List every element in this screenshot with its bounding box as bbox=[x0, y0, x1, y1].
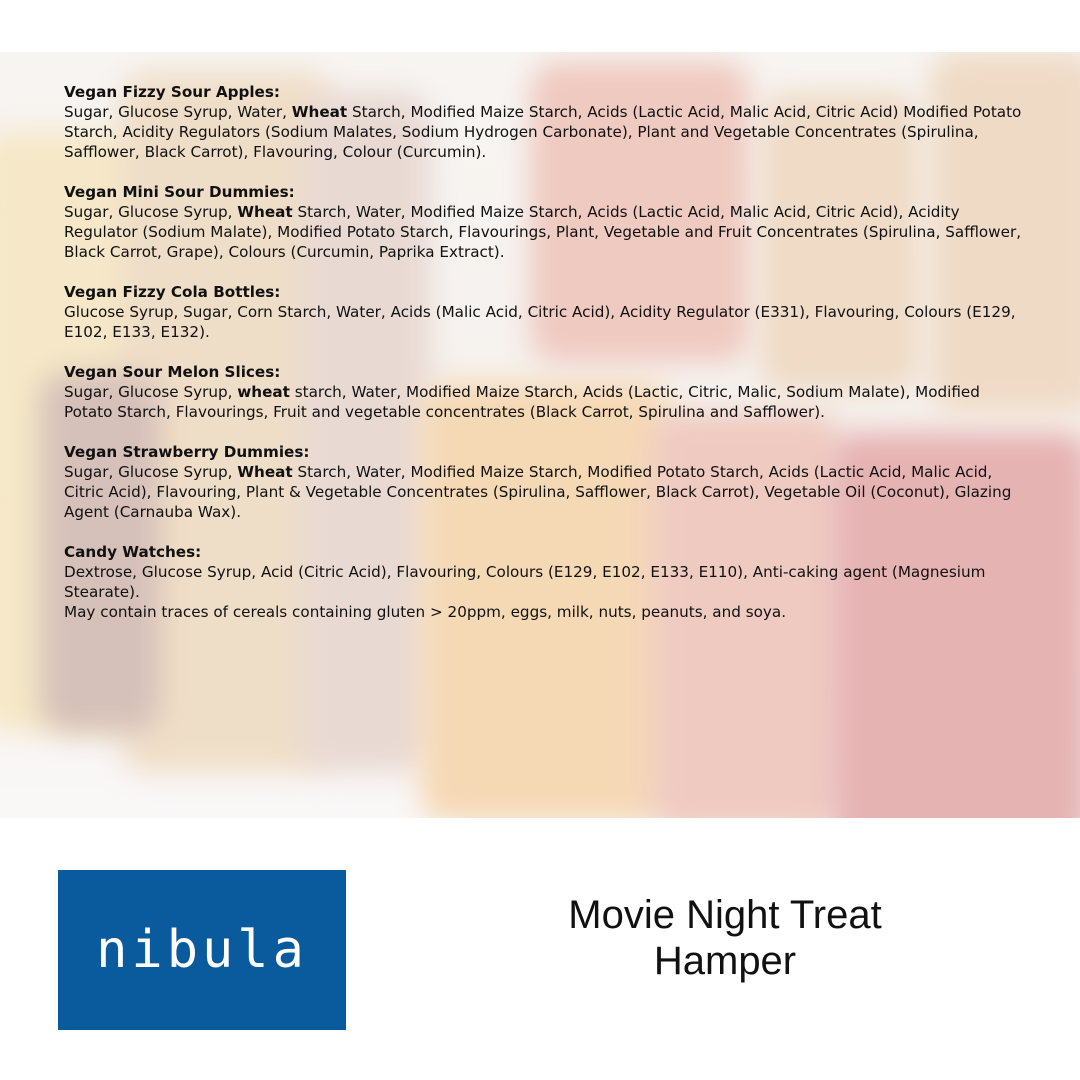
ingredient-section-strawberry-dummies bbox=[64, 442, 1024, 522]
allergen-highlight: Wheat bbox=[237, 203, 293, 221]
product-heading: Vegan Sour Melon Slices: bbox=[64, 363, 281, 381]
ingredient-text: Starch, Water, Modified Maize Starch, Acids (Lactic Acid, Malic Acid, Citric Acid), Acidity Regulator (Sodium Malate), Modified Potato Starch, Flavourings, Plant, Vegetable and Fruit Concentrates (Spirulina, Safflower, Black Carrot, Grape), Colours (Curcumin, Paprika Extract). bbox=[64, 203, 1022, 261]
product-heading: Vegan Fizzy Cola Bottles: bbox=[64, 283, 281, 301]
title-line: Movie Night Treat bbox=[568, 893, 882, 937]
allergen-highlight: Wheat bbox=[291, 103, 348, 121]
ingredient-text: Starch, Water, Modified Maize Starch, Modified Potato Starch, Acids (Lactic Acid, Malic Acid, Citric Acid), Flavouring, Plant & Vegetable Concentrates (Spirulina, Safflower, Black Carrot), Vegetable Oil (Coconut), Glazing Agent (Carnauba Wax). bbox=[64, 463, 1012, 521]
allergen-highlight: Wheat bbox=[237, 463, 293, 481]
ingredient-text: Sugar, Glucose Syrup, bbox=[64, 383, 238, 401]
hamper-title bbox=[520, 892, 930, 984]
ingredient-text: Dextrose, Glucose Syrup, Acid (Citric Acid), Flavouring, Colours (E129, E102, E133, E110), Anti-caking agent (Magnesium Stearate). bbox=[64, 563, 986, 601]
ingredient-text: starch, Water, Modified Maize Starch, Acids (Lactic, Citric, Malic, Sodium Malate), Modified Potato Starch, Flavourings, Fruit and vegetable concentrates (Black Carrot, Spirulina and Safflower). bbox=[64, 383, 980, 421]
ingredient-section-melon-slices bbox=[64, 362, 1024, 422]
product-heading: Vegan Fizzy Sour Apples: bbox=[64, 83, 280, 101]
ingredient-text: Starch, Modified Maize Starch, Acids (Lactic Acid, Malic Acid, Citric Acid) Modified Potato Starch, Acidity Regulators (Sodium Malates, Sodium Hydrogen Carbonate), Plant and Vegetable Concentrates (Spirulina, Safflower, Black Carrot), Flavouring, Colour (Curcumin). bbox=[64, 103, 1022, 161]
allergen-highlight: wheat bbox=[237, 383, 290, 401]
ingredient-text: Glucose Syrup, Sugar, Corn Starch, Water, Acids (Malic Acid, Citric Acid), Acidity Regulator (E331), Flavouring, Colours (E129, E102, E133, E132). bbox=[64, 303, 1016, 341]
ingredient-section-candy-watches bbox=[64, 542, 1024, 622]
product-heading: Vegan Mini Sour Dummies: bbox=[64, 183, 295, 201]
logo-wordmark: nibula bbox=[96, 920, 308, 980]
ingredient-section-sour-apples bbox=[64, 82, 1024, 162]
ingredient-text: Sugar, Glucose Syrup, bbox=[64, 203, 238, 221]
ingredient-section-cola-bottles bbox=[64, 282, 1024, 342]
product-heading: Candy Watches: bbox=[64, 543, 202, 561]
title-line: Hamper bbox=[653, 939, 797, 983]
ingredient-text: Sugar, Glucose Syrup, bbox=[64, 463, 238, 481]
nibula-logo bbox=[58, 870, 346, 1030]
allergen-note: May contain traces of cereals containing gluten > 20ppm, eggs, milk, nuts, peanuts, and soya. bbox=[64, 603, 787, 621]
ingredient-section-mini-sour-dummies bbox=[64, 182, 1024, 262]
ingredients-list bbox=[64, 82, 1024, 642]
product-heading: Vegan Strawberry Dummies: bbox=[64, 443, 310, 461]
ingredient-text: Sugar, Glucose Syrup, Water, bbox=[64, 103, 292, 121]
